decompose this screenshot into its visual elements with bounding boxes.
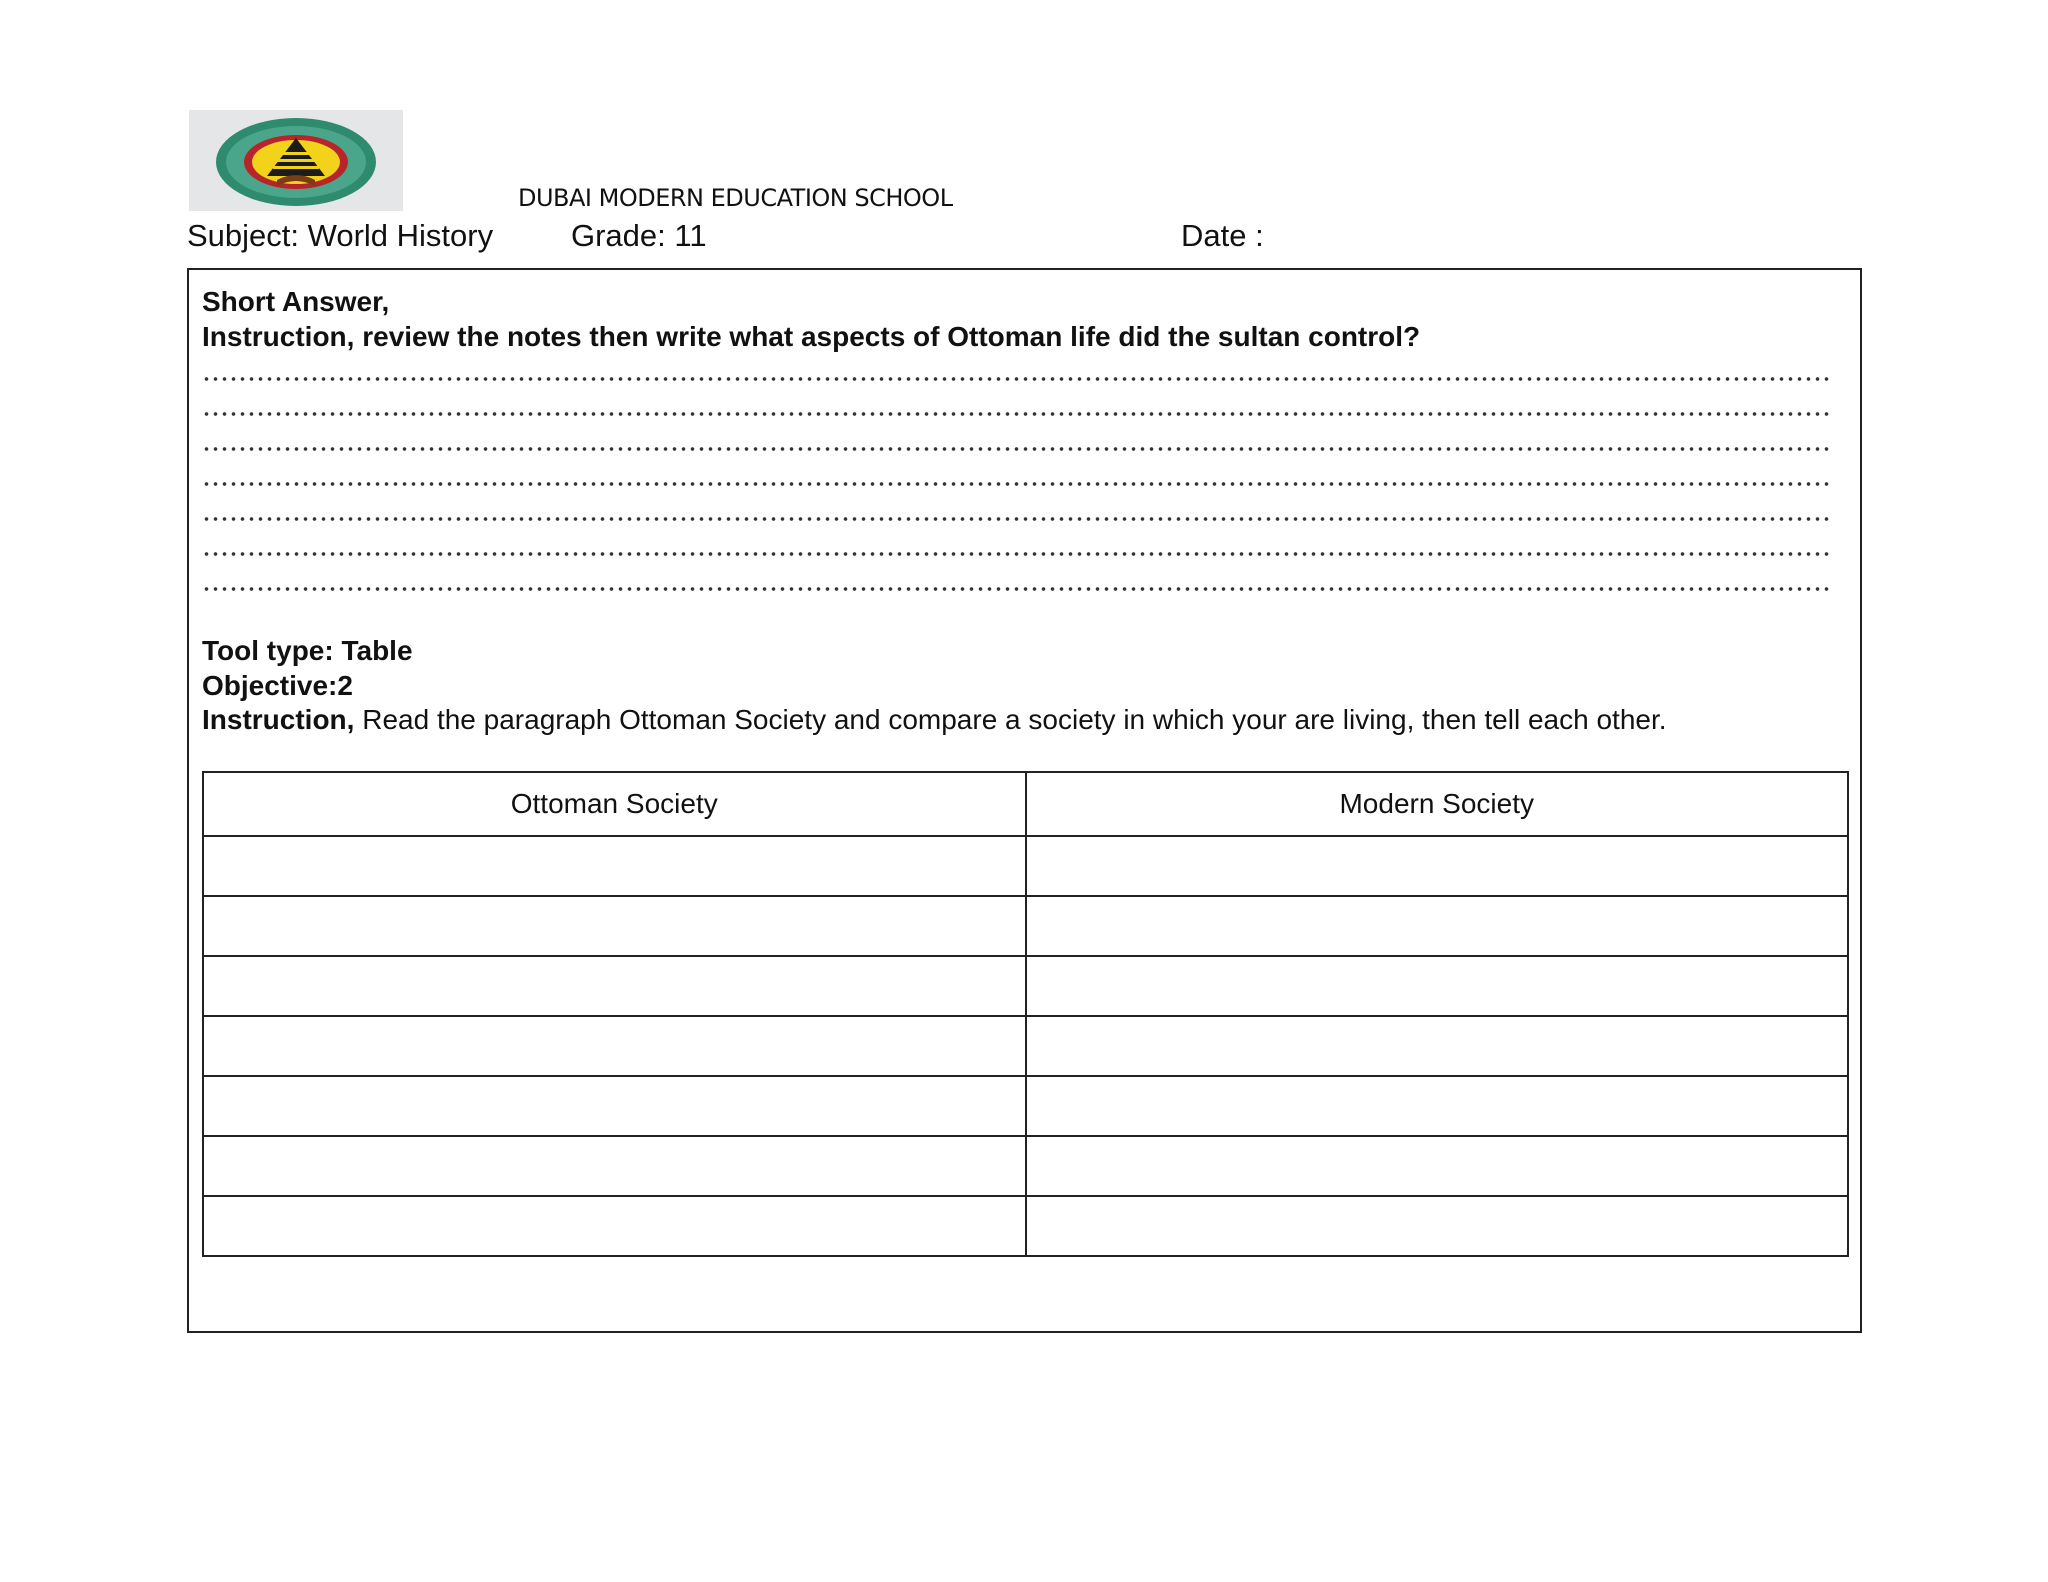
table-row <box>203 836 1848 896</box>
modern-cell[interactable] <box>1026 896 1849 956</box>
header-modern-society: Modern Society <box>1026 772 1849 836</box>
table-header-row <box>203 772 1848 836</box>
short-answer-title: Short Answer, <box>202 286 390 317</box>
table-row <box>203 896 1848 956</box>
ottoman-cell[interactable] <box>203 1136 1026 1196</box>
grade-label: Grade: 11 <box>571 218 707 253</box>
table-row <box>203 956 1848 1016</box>
ottoman-cell[interactable] <box>203 1196 1026 1256</box>
instruction-label: Instruction, <box>202 704 355 735</box>
subject-label: Subject: World History <box>187 218 494 253</box>
header-ottoman-society: Ottoman Society <box>203 772 1026 836</box>
modern-cell[interactable] <box>1026 1196 1849 1256</box>
comparison-table <box>202 771 1849 1257</box>
table-row <box>203 1076 1848 1136</box>
tool-type-label: Tool type: Table <box>202 635 413 666</box>
modern-cell[interactable] <box>1026 1136 1849 1196</box>
modern-cell[interactable] <box>1026 836 1849 896</box>
modern-cell[interactable] <box>1026 956 1849 1016</box>
table-instruction <box>202 704 1667 736</box>
answer-line[interactable] <box>202 482 1832 486</box>
school-crest-icon <box>189 110 403 211</box>
short-answer-instruction: Instruction, review the notes then write what aspects of Ottoman life did the sultan control? <box>202 321 1421 352</box>
answer-line[interactable] <box>202 552 1832 556</box>
ottoman-cell[interactable] <box>203 896 1026 956</box>
answer-line[interactable] <box>202 517 1832 521</box>
ottoman-cell[interactable] <box>203 1016 1026 1076</box>
table-row <box>203 1016 1848 1076</box>
instruction-text: Read the paragraph Ottoman Society and compare a society in which your are living, then tell each other. <box>354 704 1667 735</box>
objective-label: Objective:2 <box>202 670 353 701</box>
table-row <box>203 1196 1848 1256</box>
ottoman-cell[interactable] <box>203 1076 1026 1136</box>
school-name: DUBAI MODERN EDUCATION SCHOOL <box>518 184 953 212</box>
answer-line[interactable] <box>202 587 1832 591</box>
modern-cell[interactable] <box>1026 1076 1849 1136</box>
answer-line[interactable] <box>202 412 1832 416</box>
answer-line[interactable] <box>202 377 1832 381</box>
ottoman-cell[interactable] <box>203 836 1026 896</box>
ottoman-cell[interactable] <box>203 956 1026 1016</box>
table-row <box>203 1136 1848 1196</box>
answer-line[interactable] <box>202 447 1832 451</box>
school-logo <box>189 110 403 211</box>
date-label: Date : <box>1181 218 1264 253</box>
modern-cell[interactable] <box>1026 1016 1849 1076</box>
